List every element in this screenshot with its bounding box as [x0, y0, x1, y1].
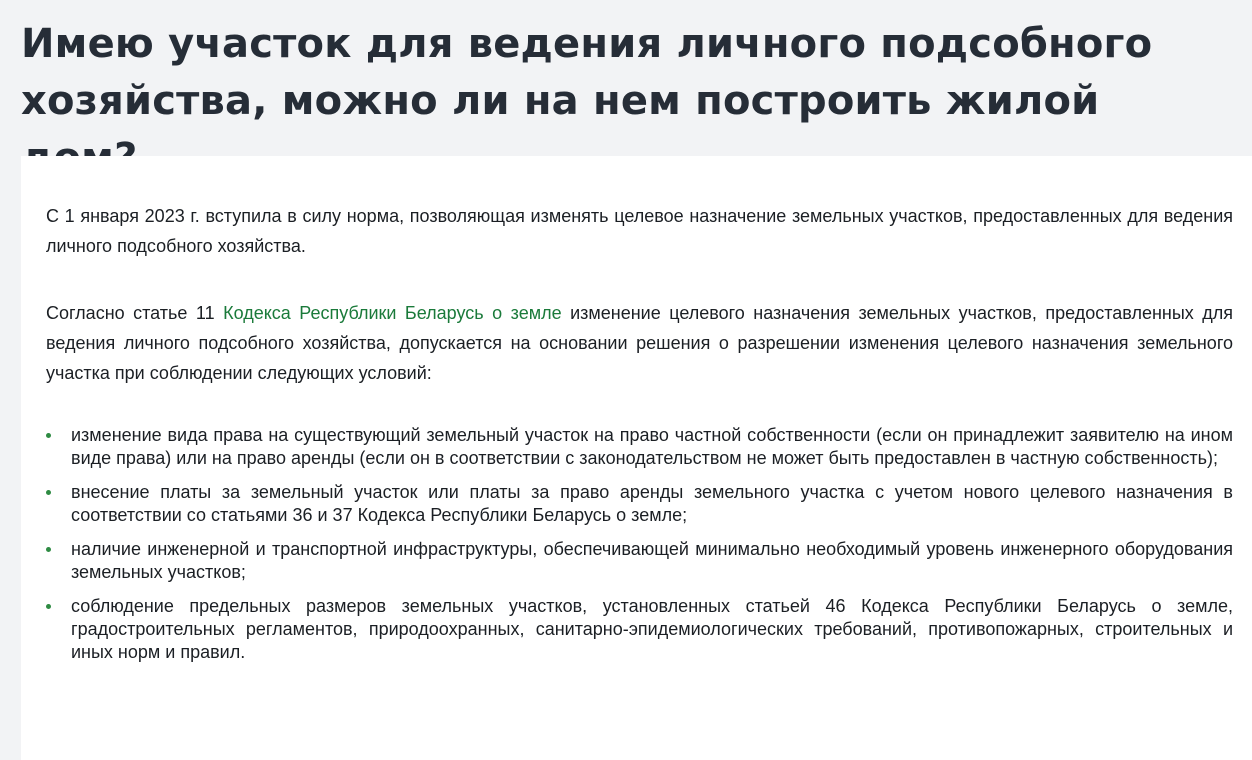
land-code-link[interactable]: Кодекса Республики Беларусь о земле — [223, 303, 562, 323]
bullet-icon — [46, 604, 51, 609]
list-item — [46, 424, 1233, 470]
list-item — [46, 595, 1233, 664]
page-title: Имею участок для ведения личного подсобного хозяйства, можно ли на нем построить жилой — [21, 21, 1153, 124]
condition-text: наличие инженерной и транспортной инфраструктуры, обеспечивающей минимально необходимый уровень инженерного оборудования земельных участков; — [71, 539, 1233, 582]
bullet-icon — [46, 490, 51, 495]
list-item — [46, 481, 1233, 527]
article-content — [21, 156, 1252, 760]
list-item — [46, 538, 1233, 584]
conditions-list — [46, 424, 1233, 664]
condition-text: изменение вида права на существующий земельный участок на право частной собственности (если он принадлежит заявителю на ином виде права) или на право аренды (если он в соответствии с законодательством не может быть предоставлен в частную собственность); — [71, 425, 1233, 468]
condition-text: внесение платы за земельный участок или платы за право аренды земельного участка с учетом нового целевого назначения в соответствии со статьями 36 и 37 Кодекса Республики Беларусь о земле; — [71, 482, 1233, 525]
bullet-icon — [46, 547, 51, 552]
rule-text-before-link: Согласно статье 11 — [46, 303, 224, 323]
rule-text-after-link: изменение целевого назначения земельных участков, предоставленных для ведения личного подсобного хозяйства, допускается на основании решения о разрешении изменения целевого назначения земельного участка при соблюдении следующих условий: — [46, 303, 1234, 383]
page-header — [0, 0, 1252, 156]
rule-paragraph — [46, 298, 1233, 388]
condition-text: соблюдение предельных размеров земельных участков, установленных статьей 46 Кодекса Республики Беларусь о земле, градостроительных регламентов, природоохранных, санитарно-эпидемиологических требований, противопожарных, строительных и иных норм и правил. — [71, 596, 1233, 662]
intro-paragraph: С 1 января 2023 г. вступила в силу норма, позволяющая изменять целевое назначение земельных участков, предоставленных для ведения личного подсобного хозяйства. — [46, 206, 1233, 256]
bullet-icon — [46, 433, 51, 438]
